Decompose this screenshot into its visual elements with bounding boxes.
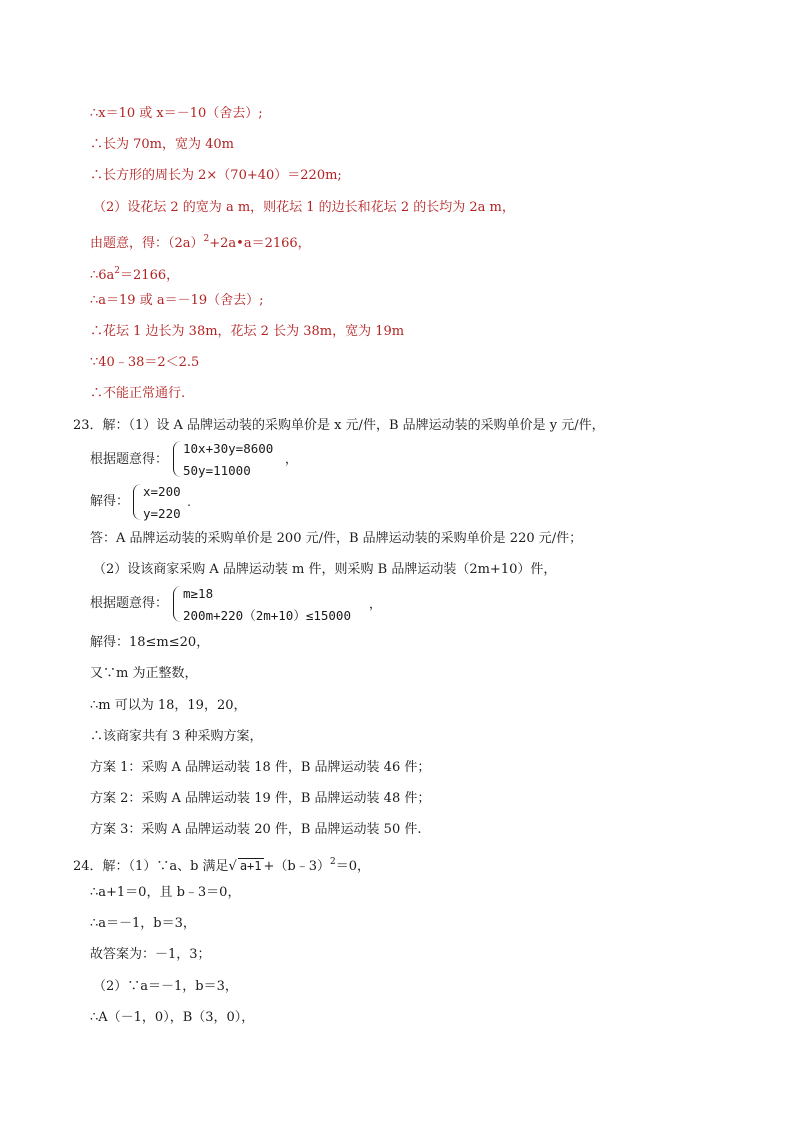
superscript: 2 bbox=[330, 857, 336, 867]
text-line: ∴m 可以为 18，19，20， bbox=[90, 698, 247, 713]
text-segment: +2a•a＝2166， bbox=[209, 236, 311, 251]
brace-icon bbox=[173, 441, 182, 477]
text-line: ∴长为 70m，宽为 40m bbox=[90, 137, 235, 152]
text-line: ∴A（－1，0），B（3，0）， bbox=[90, 1010, 255, 1025]
equation-row: m≥18 bbox=[183, 586, 214, 601]
equation-tail: . bbox=[187, 494, 191, 509]
text-line: ∴a＝19 或 a＝－19（舍去）; bbox=[90, 293, 264, 308]
superscript: 2 bbox=[114, 266, 121, 276]
text-line: ∴a+1＝0，且 b﹣3＝0， bbox=[90, 885, 241, 900]
solution-system-1 bbox=[133, 484, 203, 522]
text-line bbox=[90, 231, 311, 252]
text-line: 解得：18≤m≤20， bbox=[90, 635, 210, 650]
text-line: ∵40﹣38＝2＜2.5 bbox=[90, 355, 200, 370]
equation-label: 根据题意得： bbox=[90, 452, 169, 467]
text-line: ∴x＝10 或 x＝－10（舍去）; bbox=[90, 106, 263, 121]
text-line: 故答案为：－1，3； bbox=[90, 947, 211, 962]
equation-row: 200m+220（2m+10）≤15000 bbox=[183, 608, 351, 623]
text-line: ∴长方形的周长为 2×（70+40）＝220m; bbox=[90, 168, 342, 183]
equation-row: x=200 bbox=[143, 484, 181, 499]
text-line: ∴花坛 1 边长为 38m，花坛 2 长为 38m，宽为 19m bbox=[90, 324, 405, 339]
text-line: ∴不能正常通行. bbox=[90, 386, 186, 401]
text-line: 方案 3：采购 A 品牌运动装 20 件，B 品牌运动装 50 件. bbox=[90, 822, 422, 837]
text-line: 方案 2：采购 A 品牌运动装 19 件，B 品牌运动装 48 件； bbox=[90, 791, 431, 806]
text-line: （2）设该商家采购 A 品牌运动装 m 件，则采购 B 品牌运动装（2m+10）件， bbox=[93, 562, 557, 577]
text-segment: ＝0， bbox=[335, 859, 371, 874]
equation-tail: ， bbox=[369, 596, 382, 611]
equation-label: 根据题意得： bbox=[90, 596, 169, 611]
text-line: （2）设花坛 2 的宽为 a m，则花坛 1 的边长和花坛 2 的长均为 2a m， bbox=[93, 200, 515, 215]
text-segment: ∴6a bbox=[90, 268, 115, 283]
text-line: ∴该商家共有 3 种采购方案， bbox=[90, 729, 263, 744]
equation-system-1 bbox=[173, 441, 303, 479]
text-line: ∴a＝－1，b＝3， bbox=[90, 916, 196, 931]
equation-system-2 bbox=[173, 586, 383, 624]
text-segment: 24．解：（1）∵a、b 满足 bbox=[73, 859, 229, 874]
text-segment: 由题意，得：（2a） bbox=[90, 236, 204, 251]
text-line: 答：A 品牌运动装的采购单价是 200 元/件，B 品牌运动装的采购单价是 220 元/件； bbox=[90, 531, 583, 546]
text-segment: ＝2166， bbox=[120, 268, 180, 283]
question-24-heading bbox=[73, 854, 370, 875]
sqrt-icon: √ bbox=[228, 859, 237, 874]
question-23-heading: 23．解：（1）设 A 品牌运动装的采购单价是 x 元/件，B 品牌运动装的采购单价是 y 元/件， bbox=[73, 418, 605, 433]
text-line: 方案 1：采购 A 品牌运动装 18 件，B 品牌运动装 46 件； bbox=[90, 760, 431, 775]
equation-tail: ， bbox=[285, 451, 298, 466]
equation-row: y=220 bbox=[143, 506, 181, 521]
brace-icon bbox=[133, 484, 142, 520]
brace-icon bbox=[173, 586, 182, 622]
equation-row: 10x+30y=8600 bbox=[183, 441, 274, 456]
text-line: （2）∵a＝－1，b＝3， bbox=[93, 979, 238, 994]
sqrt-radicand: a+1 bbox=[239, 859, 262, 873]
equation-row: 50y=11000 bbox=[183, 463, 251, 478]
superscript: 2 bbox=[203, 234, 210, 244]
text-segment: +（b﹣3） bbox=[263, 859, 331, 874]
solution-label: 解得： bbox=[90, 494, 130, 509]
text-line bbox=[90, 263, 179, 284]
text-line: 又∵m 为正整数， bbox=[90, 666, 198, 681]
